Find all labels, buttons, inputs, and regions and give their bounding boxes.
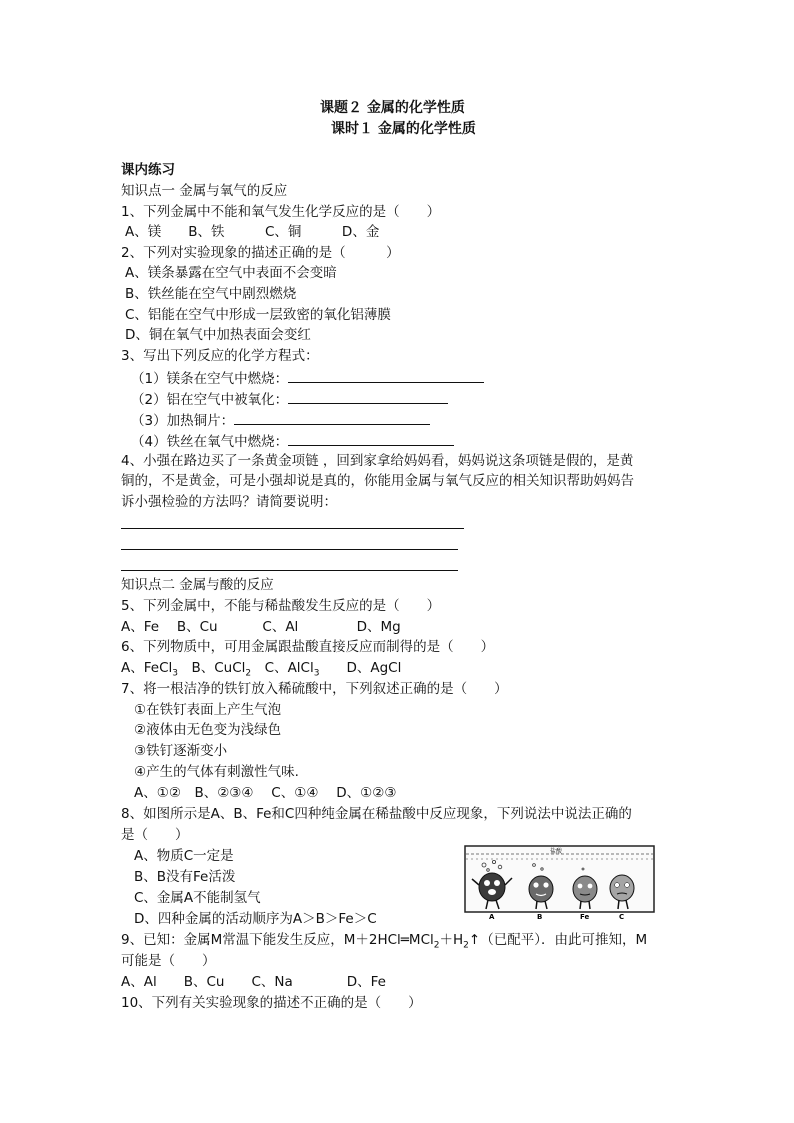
metal-body [573,876,597,902]
subscript: 3 [313,668,320,679]
q7-options: A、①② B、②③④ C、①④ D、①②③ [134,785,397,801]
answer-blank[interactable] [234,410,430,425]
subscript: 2 [463,940,469,951]
subscript: 2 [433,940,440,951]
q7-stem: 7、将一根洁净的铁钉放入稀硫酸中，下列叙述正确的是（ ） [121,681,508,697]
eye [543,882,548,887]
metal-body [529,876,553,902]
q4-answer-line-1[interactable] [121,528,464,529]
q7-statement-3: ③铁钉逐渐变小 [134,743,228,759]
q5-stem: 5、下列金属中，不能与稀盐酸发生反应的是（ ） [121,598,441,614]
page-subtitle: 课时１ 金属的化学性质 [331,121,476,137]
q8-option-b: B、B没有Fe活泼 [134,869,236,885]
answer-blank[interactable] [288,389,448,404]
q8-option-d: D、四种金属的活动顺序为A＞B＞Fe＞C [134,911,377,927]
figure-label-fe: Fe [580,913,590,920]
q3-item-1 [131,368,484,388]
q8-option-a: A、物质C一定是 [134,848,234,864]
eye [578,884,583,889]
q3-item-2 [131,389,448,409]
eye [625,883,630,888]
knowledge-point-2-heading: 知识点二 金属与酸的反应 [121,577,274,593]
q3-item-3 [131,410,430,430]
q6-stem: 6、下列物质中，可用金属跟盐酸直接反应而制得的是（ ） [121,639,495,655]
q2-option-d: D、铜在氧气中加热表面会变红 [125,327,311,343]
figure-label-b: B [537,913,543,920]
q4-line-1: 4、小强在路边买了一条黄金项链 ，回到家拿给妈妈看，妈妈说这条项链是假的，是黄 [121,453,634,469]
q2-option-b: B、铁丝能在空气中剧烈燃烧 [125,286,297,302]
eye [588,884,593,889]
q3-item-4 [131,431,454,451]
leg [589,901,590,909]
q5-options: A、Fe B、Cu C、Al D、Mg [121,619,401,635]
q7-statement-4: ④产生的气体有刺激性气味. [134,764,299,780]
metal-body [610,875,634,901]
q2-stem: 2、下列对实验现象的描述正确的是（ ） [121,245,400,261]
q10-stem: 10、下列有关实验现象的描述不正确的是（ ） [121,995,422,1011]
q6-option-c: C、AlCl [251,660,314,676]
leg [580,901,581,909]
mouth [488,889,496,895]
q2-option-c: C、铝能在空气中形成一层致密的氧化铝薄膜 [125,307,391,323]
q6-option-b: B、CuCl [177,660,246,676]
beaker-label: 盐酸 [550,848,563,855]
q3-item-1-label: （1）镁条在空气中燃烧： [131,371,289,387]
q9-text-part-1: 9、已知：金属M常温下能发生反应，M＋2HCl═MCl [121,932,434,948]
q9-options: A、Al B、Cu C、Na D、Fe [121,974,386,990]
answer-blank[interactable] [288,368,484,383]
subscript: 2 [245,668,252,679]
knowledge-point-1-heading: 知识点一 金属与氧气的反应 [121,183,288,199]
section-heading: 课内练习 [121,162,175,178]
q3-item-4-label: （4）铁丝在氧气中燃烧： [131,434,289,450]
q6-option-d: D、AgCl [319,660,402,676]
q8-stem-line-1: 8、如图所示是A、B、Fe和C四种纯金属在稀盐酸中反应现象，下列说法中说法正确的 [121,806,632,822]
q7-statement-1: ①在铁钉表面上产生气泡 [134,702,282,718]
figure-label-c: C [619,913,625,920]
q4-answer-line-2[interactable] [121,549,458,550]
q3-item-3-label: （3）加热铜片： [131,413,235,429]
eye [615,883,620,888]
q9-line-2: 可能是（ ） [121,953,216,969]
q4-line-3: 诉小强检验的方法吗？请简要说明： [121,494,337,510]
metals-in-acid-figure [464,845,655,920]
q1-stem: 1、下列金属中不能和氧气发生化学反应的是（ ） [121,204,441,220]
page-title: 课题２ 金属的化学性质 [320,100,465,116]
leg [536,901,537,909]
eye [484,880,490,886]
q3-stem: 3、写出下列反应的化学方程式： [121,348,319,364]
q4-answer-line-3[interactable] [121,570,458,571]
q6-option-a: A、FeCl [121,660,173,676]
subscript: 3 [172,668,178,679]
q7-statement-2: ②液体由无色变为浅绿色 [134,722,282,738]
q8-option-c: C、金属A不能制氢气 [134,890,261,906]
q1-options: A、镁 B、铁 C、铜 D、金 [125,224,380,240]
answer-blank[interactable] [288,431,454,446]
q3-item-2-label: （2）铝在空气中被氧化： [131,392,289,408]
eye [494,880,500,886]
figure-label-a: A [489,913,495,920]
q2-option-a: A、镁条暴露在空气中表面不会变暗 [125,265,337,281]
q4-line-2: 铜的，不是黄金，可是小强却说是真的，你能用金属与氧气反应的相关知识帮助妈妈告 [121,473,634,489]
leg [618,900,619,909]
metal-body [479,873,505,901]
eye [533,882,538,887]
q9-text-part-2: ＋H [439,932,464,948]
q8-stem-line-2: 是（ ） [121,827,189,843]
q9-text-part-3: ↑（已配平）．由此可推知，M [468,932,648,948]
